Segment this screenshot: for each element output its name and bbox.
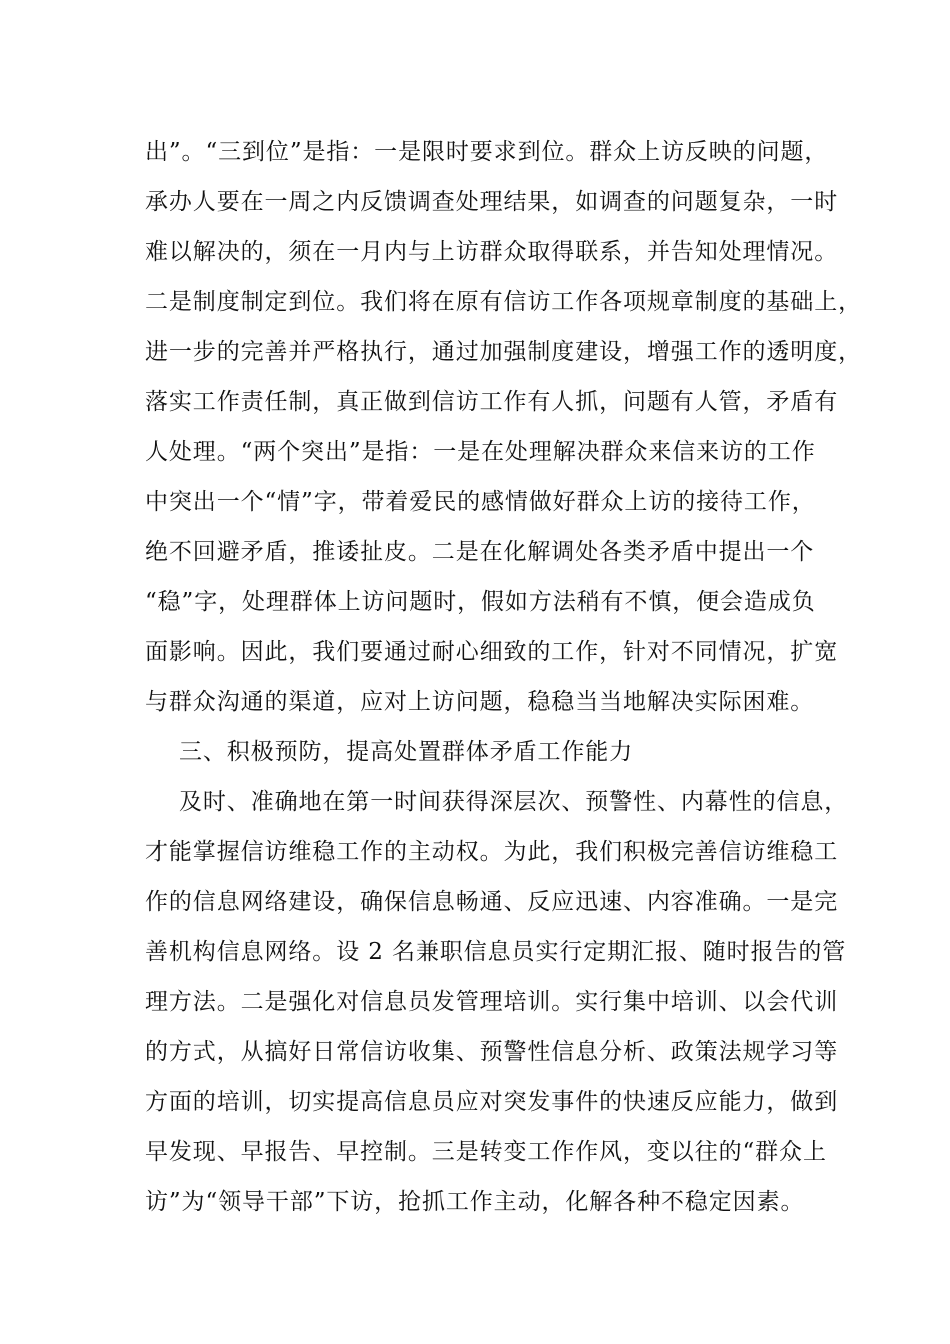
text-line: 难以解决的，须在一月内与上访群众取得联系，并告知处理情况。	[145, 239, 839, 265]
text-line: 早发现、早报告、早控制。三是转变工作作风，变以往的“群众上	[145, 1139, 827, 1165]
text-line: “稳”字，处理群体上访问题时，假如方法稍有不慎，便会造成负	[145, 589, 816, 615]
section-heading: 三、积极预防，提高处置群体矛盾工作能力	[179, 739, 634, 765]
text-line: 方面的培训，切实提高信息员应对突发事件的快速反应能力，做到	[145, 1089, 839, 1115]
text-line: 落实工作责任制，真正做到信访工作有人抓，问题有人管，矛盾有	[145, 389, 839, 415]
text-line: 绝不回避矛盾，推诿扯皮。二是在化解调处各类矛盾中提出一个	[145, 539, 815, 565]
text-line: 出”。“三到位”是指：一是限时要求到位。群众上访反映的问题，	[145, 139, 829, 165]
text-line: 及时、准确地在第一时间获得深层次、预警性、内幕性的信息，	[179, 789, 849, 815]
text-line: 面影响。因此，我们要通过耐心细致的工作，针对不同情况，扩宽	[145, 639, 839, 665]
text-line: 理方法。二是强化对信息员发管理培训。实行集中培训、以会代训	[145, 989, 839, 1015]
text-line: 才能掌握信访维稳工作的主动权。为此，我们积极完善信访维稳工	[145, 839, 839, 865]
text-line: 人处理。“两个突出”是指：一是在处理解决群众来信来访的工作	[145, 439, 816, 465]
text-line: 与群众沟通的渠道，应对上访问题，稳稳当当地解决实际困难。	[145, 689, 815, 715]
text-line: 中突出一个“情”字，带着爱民的感情做好群众上访的接待工作，	[145, 489, 816, 515]
text-line: 进一步的完善并严格执行，通过加强制度建设，增强工作的透明度，	[145, 339, 862, 365]
text-line: 善机构信息网络。设 2 名兼职信息员实行定期汇报、随时报告的管	[145, 939, 847, 965]
body-text	[145, 127, 862, 1227]
text-line: 二是制度制定到位。我们将在原有信访工作各项规章制度的基础上，	[145, 289, 862, 315]
text-line: 作的信息网络建设，确保信息畅通、反应迅速、内容准确。一是完	[145, 889, 839, 915]
text-line: 的方式，从搞好日常信访收集、预警性信息分析、政策法规学习等	[145, 1039, 839, 1065]
text-line: 承办人要在一周之内反馈调查处理结果，如调查的问题复杂，一时	[145, 189, 839, 215]
text-line: 访”为“领导干部”下访，抢抓工作主动，化解各种不稳定因素。	[145, 1189, 805, 1215]
